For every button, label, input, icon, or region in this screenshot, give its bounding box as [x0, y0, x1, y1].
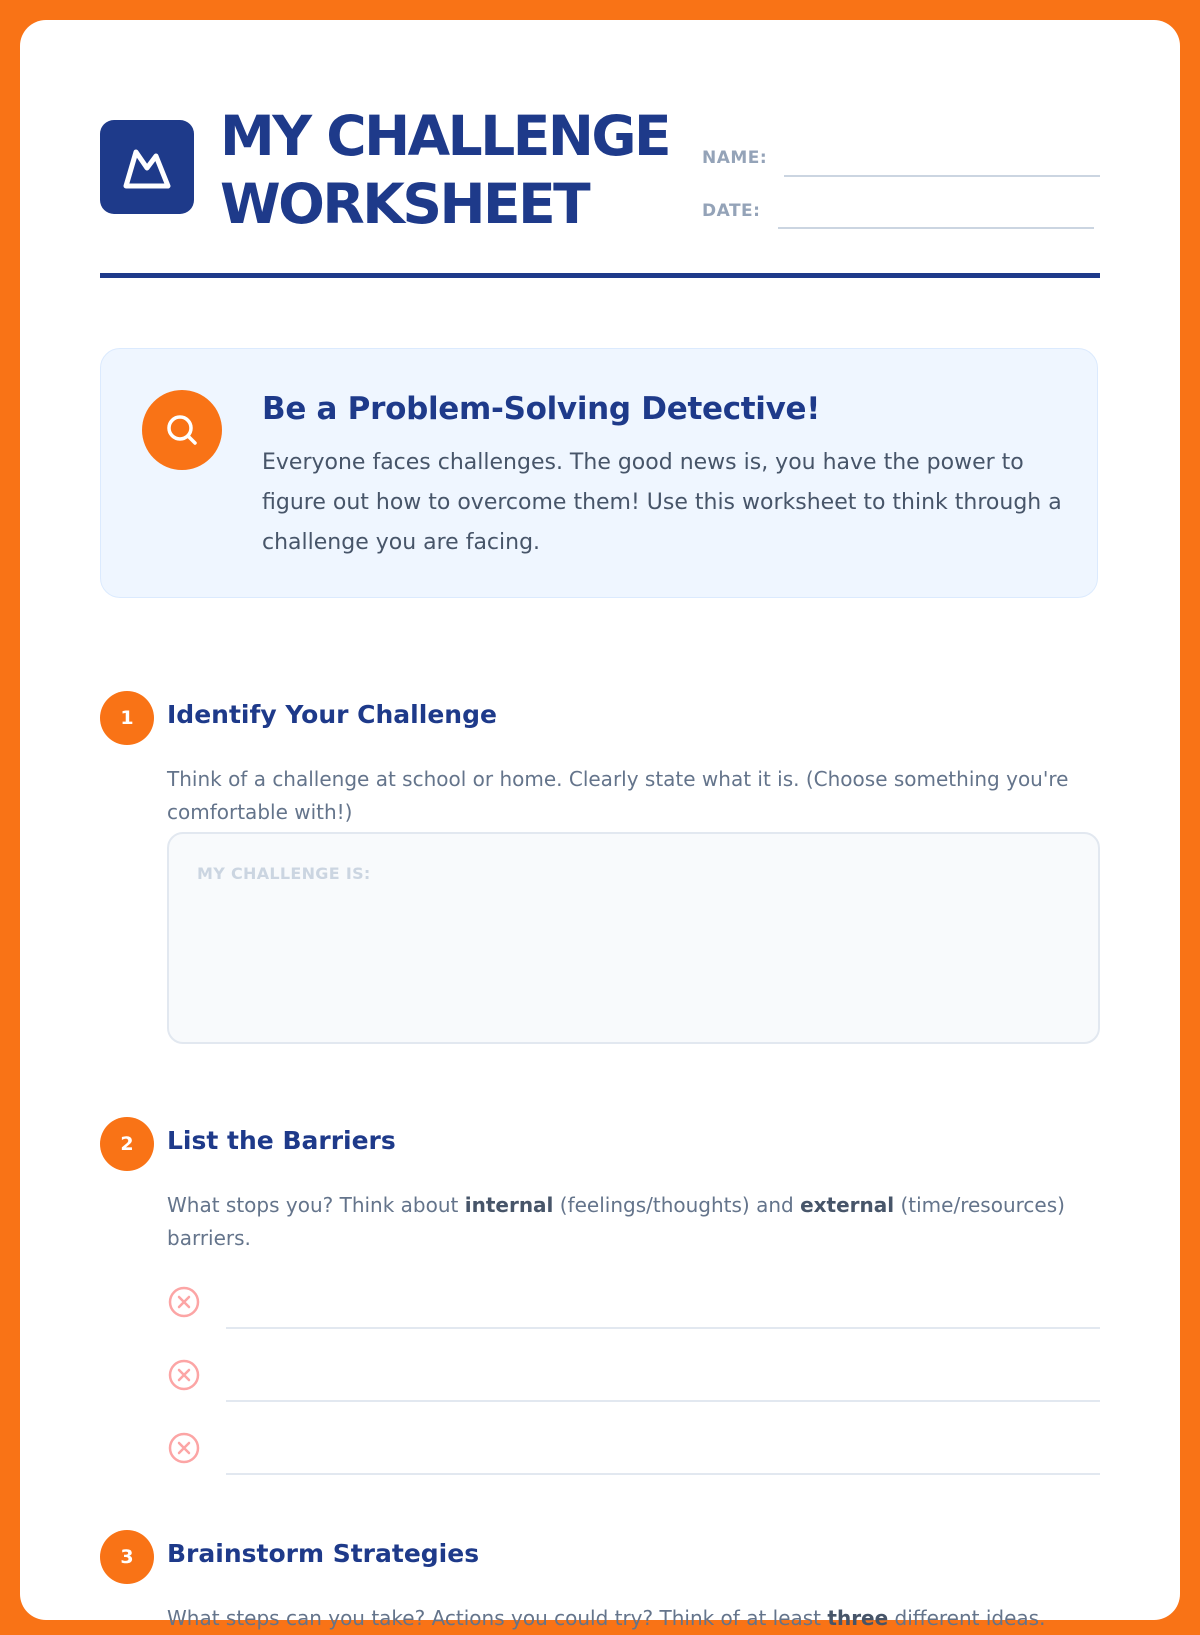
title-line-1: MY CHALLENGE — [220, 104, 670, 168]
step-number-3: 3 — [100, 1530, 154, 1584]
header-divider — [100, 273, 1100, 278]
worksheet-page — [20, 20, 1180, 1630]
challenge-answer-box[interactable] — [167, 832, 1100, 1044]
search-icon — [142, 390, 222, 470]
worksheet-content — [100, 20, 1100, 1630]
step-2-desc-text: (time/resources) barriers. — [167, 1193, 1065, 1250]
barrier-answer-line[interactable] — [226, 1400, 1100, 1402]
step-title-1: Identify Your Challenge — [167, 700, 497, 729]
intro-body: Everyone faces challenges. The good news is, you have the power to figure out how to overcome them! Use this worksheet to think through a challenge you are facing. — [262, 450, 1062, 555]
step-description-2 — [167, 1189, 1102, 1255]
step-description-1: Think of a challenge at school or home. Clearly state what it is. (Choose something you're comfortable with!) — [167, 767, 1069, 824]
date-label: DATE: — [702, 201, 761, 221]
step-title-3: Brainstorm Strategies — [167, 1539, 480, 1568]
x-circle-icon — [167, 1285, 201, 1319]
mountain-icon — [100, 120, 194, 214]
intro-panel — [100, 348, 1098, 598]
date-field[interactable] — [778, 227, 1094, 229]
title-line-2: WORKSHEET — [220, 172, 589, 236]
x-circle-icon — [167, 1358, 201, 1392]
intro-title: Be a Problem-Solving Detective! — [262, 391, 821, 427]
x-circle-icon — [167, 1431, 201, 1465]
step-3-desc-text: What steps can you take? Actions you could try? Think of at least — [167, 1606, 828, 1630]
internal-keyword: internal — [464, 1193, 554, 1217]
external-keyword: external — [800, 1193, 895, 1217]
page-title — [220, 102, 669, 238]
step-title-2: List the Barriers — [167, 1126, 396, 1155]
step-number-2: 2 — [100, 1117, 154, 1171]
step-description-3 — [167, 1602, 1102, 1635]
barrier-answer-line[interactable] — [226, 1327, 1100, 1329]
step-2-desc-text: (feelings/thoughts) and — [553, 1193, 801, 1217]
challenge-answer-label: MY CHALLENGE IS: — [197, 864, 371, 883]
name-label: NAME: — [702, 148, 768, 168]
three-keyword: three — [827, 1606, 889, 1630]
step-3-desc-text: different ideas. — [888, 1606, 1046, 1630]
worksheet-header — [100, 20, 1100, 300]
step-number-1: 1 — [100, 691, 154, 745]
barrier-answer-line[interactable] — [226, 1473, 1100, 1475]
step-2-desc-text: What stops you? Think about — [167, 1193, 465, 1217]
name-field[interactable] — [784, 175, 1100, 177]
